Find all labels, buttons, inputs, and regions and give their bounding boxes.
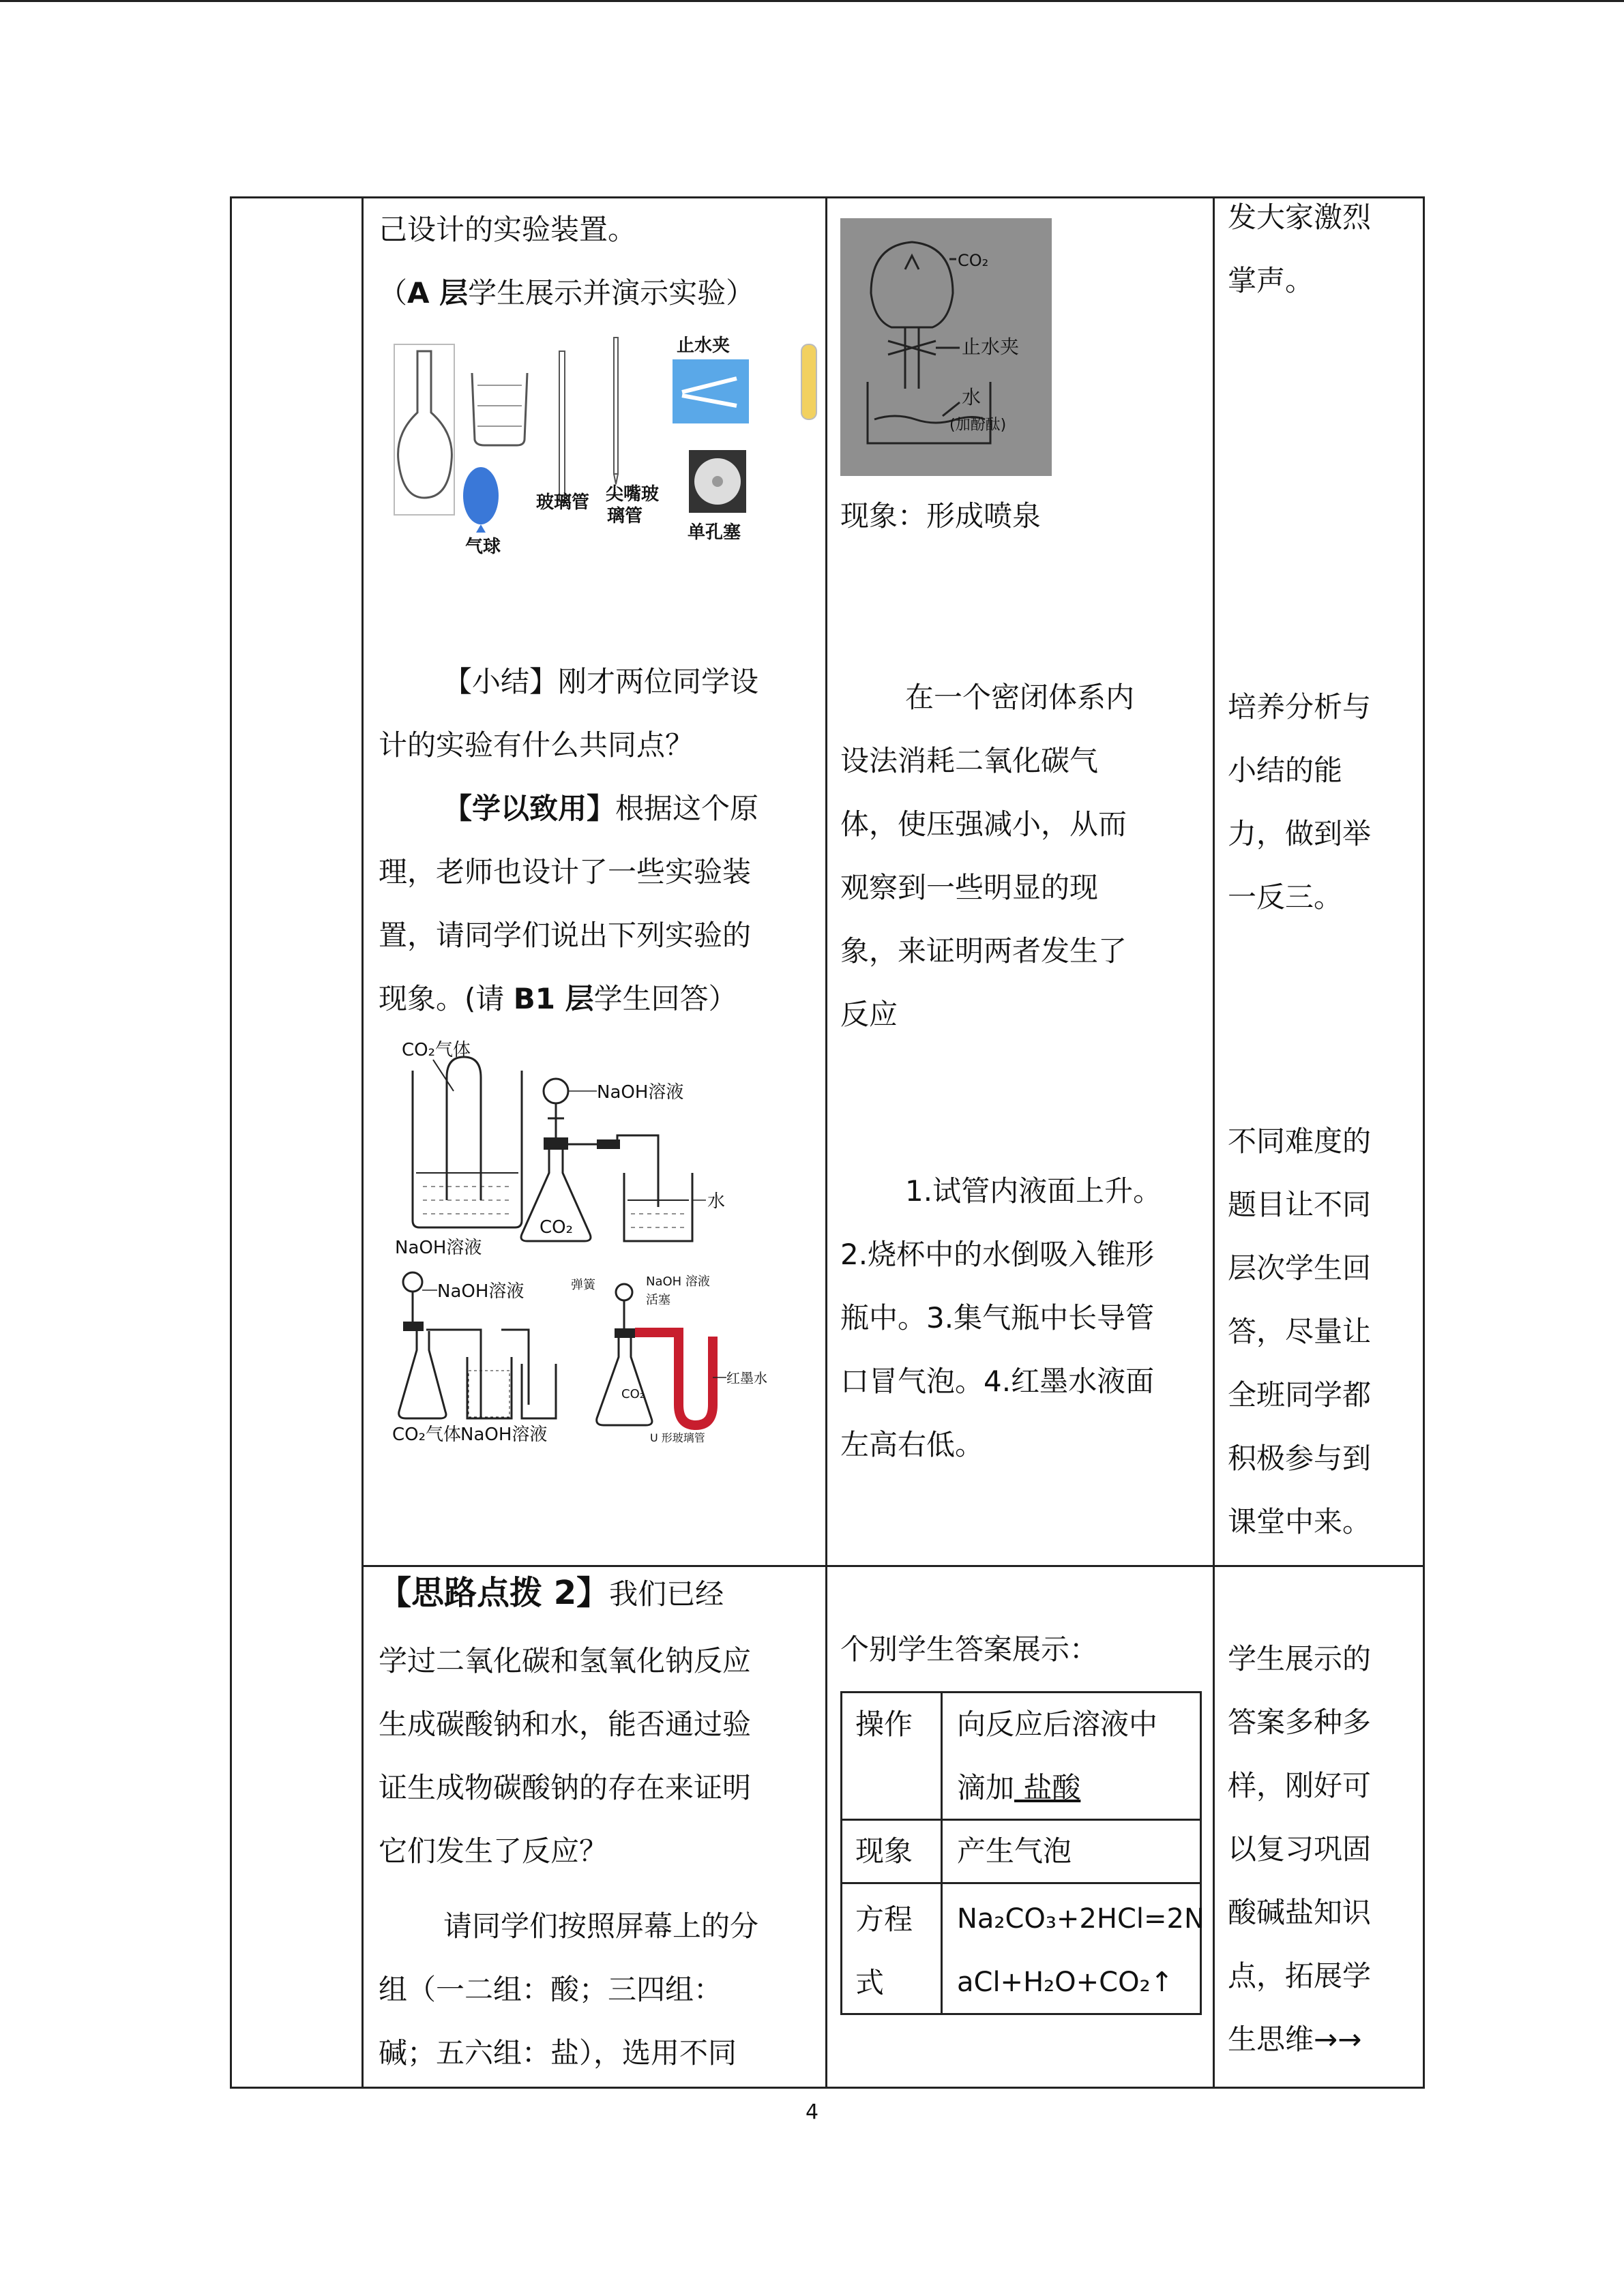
text-line: 【小结】刚才两位同学设: [443, 665, 759, 698]
text-line: 理，老师也设计了一些实验装: [379, 855, 752, 889]
label-co2-4: CO₂: [621, 1387, 645, 1401]
text-line: 计的实验有什么共同点？: [379, 728, 694, 762]
label-valve-4: 活塞: [646, 1293, 670, 1307]
answer-table-value: 向反应后溶液中: [957, 1708, 1158, 1741]
table-col-divider-2: [825, 196, 827, 2089]
text-line: 【思路点拨 2】我们已经: [379, 1574, 724, 1612]
clip-icon: [673, 359, 749, 423]
label-utube-4: U 形玻璃管: [650, 1431, 705, 1444]
label-clamp-4: 弹簧: [571, 1278, 595, 1292]
text-line: 2.烧杯中的水倒吸入锥形: [840, 1238, 1155, 1271]
text-line: 置，请同学们说出下列实验的: [379, 919, 752, 952]
photo-label-clip: 止水夹: [962, 336, 1020, 358]
glass-tube-icon: [559, 351, 565, 501]
answer-table-label-phenomenon: 现象: [855, 1834, 913, 1868]
text-line: 题目让不同: [1228, 1188, 1372, 1221]
text-line: 1.试管内液面上升。: [905, 1174, 1162, 1208]
beaker-icon: [472, 373, 527, 445]
text-line: 答案多种多: [1228, 1705, 1372, 1739]
label-clip: 止水夹: [677, 336, 730, 356]
page-top-edge: [0, 0, 1624, 2]
text-line: 生思维→→: [1228, 2023, 1362, 2056]
text-line: 它们发生了反应？: [379, 1834, 608, 1868]
diagram-2-flask-funnel: [521, 1079, 725, 1241]
text-line: 小结的能: [1228, 754, 1343, 787]
text-line: 请同学们按照屏幕上的分: [443, 1909, 759, 1943]
text-line: 学过二氧化碳和氢氧化钠反应: [379, 1644, 752, 1678]
label-naoh-3: NaOH溶液: [437, 1281, 525, 1302]
answer-table-equation: Na₂CO₃+2HCl=2N: [957, 1903, 1205, 1935]
tip-glass-tube-icon: [614, 338, 618, 484]
text-line: 课堂中来。: [1228, 1505, 1372, 1538]
text-line: 学生展示的: [1228, 1642, 1372, 1675]
photo-label-co2: CO₂: [958, 251, 989, 270]
text-line: 以复习巩固: [1228, 1832, 1372, 1866]
yellow-object-icon: [801, 344, 816, 419]
label-tip-tube-1: 尖嘴玻: [606, 484, 660, 505]
table-col-divider-3: [1213, 196, 1215, 2089]
diagram-1-inverted-tube: [395, 1040, 522, 1258]
label-naoh-2: NaOH溶液: [597, 1082, 684, 1103]
text-line: 个别学生答案展示：: [840, 1632, 1099, 1666]
text-line: （A 层学生展示并演示实验）: [379, 276, 755, 310]
label-glass-tube: 玻璃管: [536, 492, 590, 513]
text-line: 不同难度的: [1228, 1124, 1372, 1158]
text-line: 碱；五六组：盐），选用不同: [379, 2036, 737, 2070]
text-line: 掌声。: [1228, 264, 1314, 297]
fountain-photo: [840, 218, 1052, 476]
text-line: 证生成物碳酸钠的存在来证明: [379, 1771, 752, 1804]
apparatus-figure: [389, 331, 822, 559]
text-line: 全班同学都: [1228, 1378, 1372, 1412]
text-line: 层次学生回: [1228, 1251, 1372, 1285]
text-line: 现象。(请 B1 层学生回答）: [379, 982, 737, 1015]
photo-label-phenol: (加酚酞): [949, 417, 1007, 434]
text-line: 左高右低。: [840, 1428, 984, 1461]
answer-table-equation: aCl+H₂O+CO₂↑: [957, 1967, 1174, 1998]
text-line: 组（一二组：酸；三四组：: [379, 1973, 723, 2006]
label-tip-tube-2: 璃管: [607, 506, 643, 526]
label-co2-gas-3: CO₂气体: [392, 1425, 462, 1445]
label-water-2: 水: [707, 1191, 726, 1212]
table-right-border: [1423, 196, 1425, 2089]
table-left-border: [230, 196, 232, 2089]
table-col-divider-1: [361, 196, 364, 2089]
text-line: 样，刚好可: [1228, 1769, 1372, 1802]
text-line: 生成碳酸钠和水，能否通过验: [379, 1708, 752, 1741]
label-stopper: 单孔塞: [688, 522, 741, 543]
text-line: 象，来证明两者发生了: [840, 934, 1127, 968]
label-naoh-4: NaOH 溶液: [646, 1274, 710, 1289]
photo-label-water: 水: [962, 386, 981, 408]
label-naoh-1: NaOH溶液: [395, 1238, 482, 1258]
diagram-4-utube: [571, 1274, 767, 1444]
table-bottom-border: [230, 2087, 1425, 2089]
answer-table-label-equation: 式: [855, 1966, 885, 1999]
stopper-icon: [689, 450, 746, 513]
label-co2-2: CO₂: [540, 1217, 574, 1238]
page-number: 4: [805, 2100, 819, 2124]
text-line: 现象：形成喷泉: [840, 499, 1042, 533]
label-naoh-3b: NaOH溶液: [460, 1425, 548, 1445]
text-line: 体，使压强减小，从而: [840, 807, 1127, 841]
round-flask-icon: [394, 344, 454, 515]
text-line: 设法消耗二氧化碳气: [840, 744, 1099, 777]
answer-table-label-equation: 方程: [855, 1903, 913, 1936]
answer-table-value: 产生气泡: [957, 1834, 1072, 1868]
diagram-3-two-flasks: [392, 1272, 556, 1445]
text-line: 一反三。: [1228, 880, 1343, 914]
text-line: 【学以致用】根据这个原: [443, 792, 759, 825]
answer-table-value: 滴加 盐酸: [957, 1771, 1081, 1804]
text-line: 口冒气泡。4.红墨水液面: [840, 1365, 1155, 1398]
text-line: 积极参与到: [1228, 1442, 1372, 1475]
text-line: 发大家激烈: [1228, 200, 1372, 234]
text-line: 瓶中。3.集气瓶中长导管: [840, 1301, 1155, 1335]
label-co2-gas: CO₂气体: [402, 1040, 471, 1060]
text-line: 己设计的实验装置。: [379, 213, 637, 246]
label-balloon: 气球: [465, 537, 501, 557]
text-line: 酸碱盐知识: [1228, 1896, 1372, 1929]
text-line: 在一个密闭体系内: [905, 681, 1135, 714]
answer-table-label-operation: 操作: [855, 1708, 913, 1741]
text-line: 点，拓展学: [1228, 1959, 1372, 1993]
text-line: 培养分析与: [1228, 690, 1372, 724]
balloon-icon: [463, 467, 499, 533]
text-line: 答，尽量让: [1228, 1315, 1372, 1348]
text-line: 反应: [840, 998, 898, 1031]
experiment-diagrams: [392, 1037, 801, 1446]
text-line: 力，做到举: [1228, 817, 1372, 850]
label-red-ink-4: 红墨水: [726, 1370, 767, 1386]
text-line: 观察到一些明显的现: [840, 871, 1099, 904]
